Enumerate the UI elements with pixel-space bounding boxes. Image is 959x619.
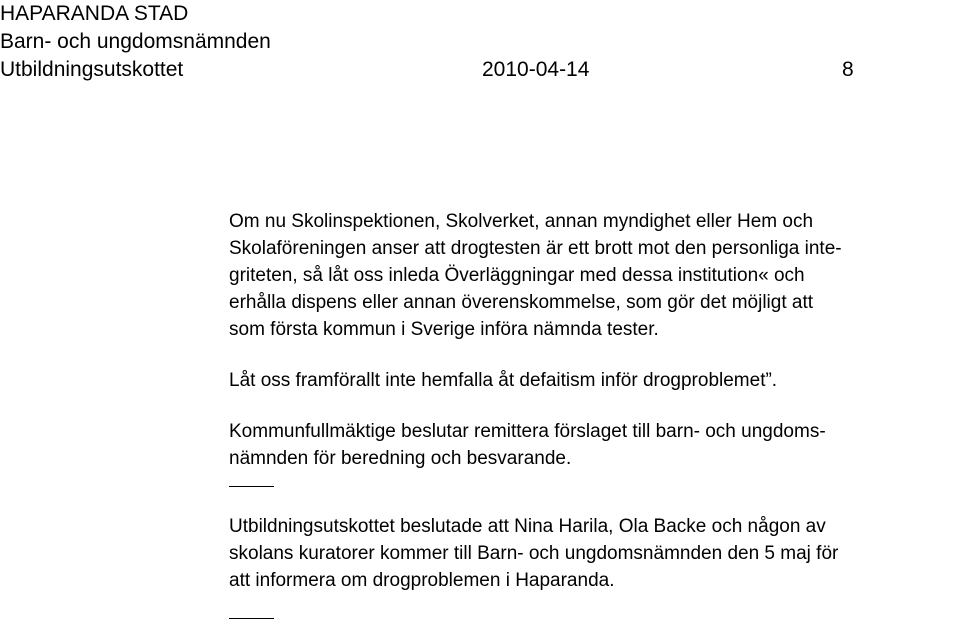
committee-name: Utbildningsutskottet: [0, 58, 184, 81]
paragraph-line: nämnden för beredning och besvarande.: [229, 448, 572, 469]
paragraph-spacer: [229, 394, 954, 418]
paragraph-line: skolans kuratorer kommer till Barn- och ungdomsnämnden den 5 maj för: [229, 543, 839, 564]
paragraph-line: Utbildningsutskottet beslutade att Nina Harila, Ola Backe och någon av: [229, 516, 826, 537]
paragraph-4: [229, 513, 954, 594]
document-body: [229, 208, 954, 619]
meeting-date: 2010-04-14: [482, 58, 590, 81]
paragraph-line: griteten, så låt oss inleda Överläggningar med dessa institution« och: [229, 265, 805, 286]
separator-rule: [229, 486, 274, 487]
header-line-2: [0, 28, 870, 56]
paragraph-line: Skolaföreningen anser att drogtesten är ett brott mot den personliga inte-: [229, 238, 842, 259]
page-number: 8: [842, 58, 854, 81]
paragraph-3: [229, 418, 954, 472]
paragraph-line: Om nu Skolinspektionen, Skolverket, annan myndighet eller Hem och: [229, 211, 814, 232]
paragraph-spacer: [229, 343, 954, 367]
board-name: Barn- och ungdomsnämnden: [0, 30, 271, 53]
paragraph-line: Kommunfullmäktige beslutar remittera förslaget till barn- och ungdoms-: [229, 421, 826, 442]
paragraph-line: Låt oss framförallt inte hemfalla åt defaitism inför drogproblemet”.: [229, 370, 778, 391]
paragraph-line: erhålla dispens eller annan överenskommelse, som gör det möjligt att: [229, 292, 814, 313]
paragraph-2: [229, 367, 954, 394]
document-header: [0, 0, 870, 84]
organization-name: HAPARANDA STAD: [0, 2, 189, 25]
header-line-3: [0, 56, 870, 84]
paragraph-line: som första kommun i Sverige införa nämnda tester.: [229, 319, 659, 340]
header-line-1: [0, 0, 870, 28]
paragraph-1: [229, 208, 954, 343]
paragraph-line: att informera om drogproblemen i Haparanda.: [229, 570, 615, 591]
